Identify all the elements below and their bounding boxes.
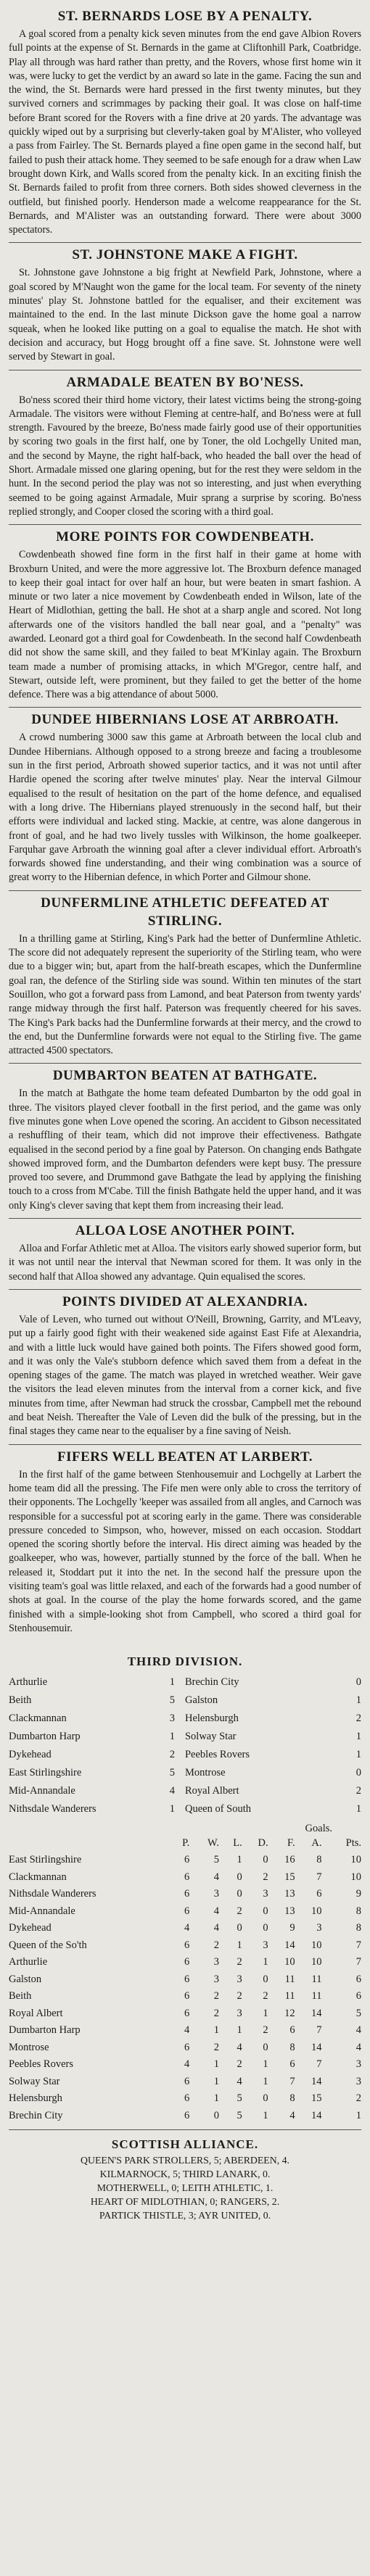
away-team: Galston <box>184 1694 218 1707</box>
league-f: 8 <box>289 2041 295 2053</box>
home-team: Dykehead <box>9 1749 52 1761</box>
goals-heading: Goals. <box>305 1823 332 1835</box>
league-d: 2 <box>263 1990 268 2003</box>
result-row <box>9 1728 361 1746</box>
league-row <box>9 1937 361 1955</box>
league-row <box>9 1988 361 2005</box>
league-l: 2 <box>237 1956 242 1968</box>
home-team: Mid-Annandale <box>9 1785 75 1797</box>
league-club: Helensburgh <box>9 2092 62 2105</box>
league-p: 6 <box>184 2041 190 2053</box>
article-headline: FIFERS WELL BEATEN AT LARBERT. <box>57 1449 313 1465</box>
article-headline: DUNFERMLINE ATHLETIC DEFEATED AT STIRLING. <box>41 895 329 929</box>
article-headline: ARMADALE BEATEN BY BO'NESS. <box>66 374 304 390</box>
league-d: 0 <box>263 2092 268 2105</box>
league-d: 0 <box>263 1854 268 1866</box>
alliance-result: QUEEN'S PARK STROLLERS, 5; ABERDEEN, 4. <box>81 2155 289 2166</box>
article-paragraph: A crowd numbering 3000 saw this game at Arbroath between the local club and Dundee Hibernians. Although opposed to a strong breeze and facing a troublesome sun in the first period, Arbroath showed superior tactics, and it was not until after Hardie opened the scoring after twelve minutes' play. Near the interval Gilmour equalised to the result of hesitation on the part of the home defence, and equalised with a long drive. The Hibernians played strenuously in the second half, but their efforts were individual and lacked sting. Mackie, at centre, was alone dangerous in front of goal, and he had two lively tussles with Wilkinson, the home goalkeeper. Farquhar gave Arbroath the winning goal after a clever individual effort. Arbroath's forwards showed fine understanding, and their wing combination was a source of great worry to the Hibernian defence, in which Porter and Gilmour shone. <box>9 732 361 884</box>
league-w: 3 <box>213 1888 219 1900</box>
league-p: 6 <box>184 1956 190 1968</box>
table-header <box>9 1835 171 1852</box>
result-row <box>9 1764 361 1782</box>
home-score: 2 <box>169 1749 175 1761</box>
home-score: 1 <box>169 1676 175 1689</box>
home-score: 5 <box>169 1767 175 1779</box>
article <box>9 7 361 237</box>
league-l: 2 <box>237 1990 242 2003</box>
league-p: 6 <box>184 1905 190 1917</box>
league-l: 4 <box>237 2041 242 2053</box>
league-pts: 8 <box>355 1905 361 1917</box>
league-w: 1 <box>213 2024 219 2037</box>
league-pts: 9 <box>355 1888 361 1900</box>
league-row <box>9 2022 361 2039</box>
league-p: 6 <box>184 1939 190 1951</box>
league-a: 6 <box>316 1888 322 1900</box>
league-d: 1 <box>263 2109 268 2121</box>
home-score: 1 <box>169 1803 175 1815</box>
league-d: 0 <box>263 1905 268 1917</box>
article <box>9 1444 361 1636</box>
league-club: Brechin City <box>9 2109 63 2121</box>
league-f: 15 <box>284 1871 295 1883</box>
league-l: 1 <box>237 1854 242 1866</box>
divider <box>9 1444 361 1445</box>
alliance-result: MOTHERWELL, 0; LEITH ATHLETIC, 1. <box>96 2182 274 2194</box>
third-division-section <box>9 1654 361 2124</box>
league-a: 15 <box>311 2092 322 2105</box>
league-f: 9 <box>289 1922 295 1934</box>
article-headline: ALLOA LOSE ANOTHER POINT. <box>75 1223 295 1239</box>
league-row <box>9 1971 361 1989</box>
third-division-title: THIRD DIVISION. <box>127 1654 243 1669</box>
league-club: Queen of the So'th <box>9 1939 87 1951</box>
results-table <box>9 1673 361 1818</box>
table-header: F. <box>287 1837 295 1850</box>
table-header: A. <box>311 1837 322 1850</box>
league-l: 2 <box>237 2058 242 2071</box>
result-row <box>9 1710 361 1728</box>
league-d: 0 <box>263 2041 268 2053</box>
divider <box>9 2129 361 2130</box>
article-paragraph: Vale of Leven, who turned out without O'Neill, Browning, Garrity, and M'Leavy, put up a fairly good fight with their weakened side against East Fife at Alexandria, and with a little luck would have gained both points. The Fifers showed good form, and it was only the Vale's stubborn defence which saved them from a defeat in the opening stages of the game. The match was played in wretched weather. Weir gave the visitors the lead eleven minutes from the interval from a corner kick, and five minutes from time, after Newman had struck the crossbar, Campbell met the rebound and beat Neish. Thereafter the Vale of Leven did the bulk of the pressing, but in the final stages they came near to the equaliser by a fine saving of Neish. <box>9 1313 361 1438</box>
home-score: 1 <box>169 1731 175 1743</box>
league-f: 10 <box>284 1956 295 1968</box>
alliance-result: KILMARNOCK, 5; THIRD LANARK, 0. <box>99 2169 271 2180</box>
league-f: 12 <box>284 2007 295 2019</box>
league-f: 11 <box>284 1973 295 1985</box>
away-team: Solway Star <box>184 1731 237 1743</box>
league-row <box>9 2108 361 2125</box>
article <box>9 890 361 1059</box>
result-row <box>9 1782 361 1800</box>
home-team: Clackmannan <box>9 1712 67 1725</box>
table-header: W. <box>207 1837 219 1850</box>
article-headline: ST. JOHNSTONE MAKE A FIGHT. <box>72 247 298 263</box>
away-score: 0 <box>355 1676 361 1689</box>
league-row <box>9 2074 361 2091</box>
divider <box>9 1218 361 1219</box>
league-l: 5 <box>237 2092 242 2105</box>
away-team: Queen of South <box>184 1803 251 1815</box>
league-f: 8 <box>289 2092 295 2105</box>
divider <box>9 890 361 891</box>
league-d: 1 <box>263 1956 268 1968</box>
league-f: 16 <box>284 1854 295 1866</box>
article-paragraph: In a thrilling game at Stirling, King's Park had the better of Dunfermline Athletic. The score did not adequately represent the superiority of the Stirling team, who were due to a bigger win; but, apart from the half-breath escapes, which the Dunfermline goal ran, the defence of the Stirling side was sound. Within ten minutes of the start Souillon, who got a forward pass from Lamond, and beat Paterson from twenty yards' range midway through the first half. Paterson was frequently cheered for his saves. The King's Park backs had the Dunfermline forwards at their mercy, and the crowd to the end, but the Dunfermline forwards were not equal to the Stirling five. The game attracted 4500 spectators. <box>9 932 361 1057</box>
league-pts: 7 <box>355 1956 361 1968</box>
article-headline: MORE POINTS FOR COWDENBEATH. <box>56 529 314 545</box>
league-d: 0 <box>263 1922 268 1934</box>
league-l: 3 <box>237 1973 242 1985</box>
league-w: 1 <box>213 2075 219 2087</box>
league-a: 10 <box>311 1956 322 1968</box>
divider <box>9 1063 361 1064</box>
league-f: 7 <box>289 2075 295 2087</box>
league-f: 6 <box>289 2058 295 2071</box>
result-row <box>9 1673 361 1691</box>
league-club: Solway Star <box>9 2075 60 2087</box>
league-f: 14 <box>284 1939 295 1951</box>
article-paragraph: Cowdenbeath showed fine form in the first half in their game at home with Broxburn United, and were the more aggressive lot. The Broxburn defence managed to keep their goal intact for over half an hour, but were beaten in smart fashion. A minute or two later a nice movement by Cowdenbeath ended in Wilson, late of the Heart of Midlothian, getting the ball. He shot at a sharp angle and scored. Not long afterwards one of the visitors handled the ball near goal, and a "penalty" was awarded. Leonard got a third goal for Cowdenbeath. In the second half Cowdenbeath did not show the same skill, and they failed to beat M'Kinlay again. The Broxburn team made a number of promising attacks, in which M'Gregor, centre half, and Stewart, outside left, were prominent, but they failed to get the better of the home defence. There was a big attendance of about 5000. <box>9 549 361 701</box>
league-pts: 10 <box>350 1854 361 1866</box>
home-team: Nithsdale Wanderers <box>9 1803 96 1815</box>
league-a: 7 <box>316 2058 322 2071</box>
league-pts: 6 <box>355 1990 361 2003</box>
alliance-result: PARTICK THISTLE, 3; AYR UNITED, 0. <box>99 2210 271 2221</box>
away-score: 0 <box>355 1767 361 1779</box>
result-row <box>9 1746 361 1764</box>
table-header: Pts. <box>345 1837 361 1850</box>
article <box>9 1289 361 1439</box>
league-pts: 3 <box>355 2075 361 2087</box>
divider <box>9 524 361 525</box>
league-w: 1 <box>213 2092 219 2105</box>
league-pts: 5 <box>355 2007 361 2019</box>
article <box>9 370 361 520</box>
league-club: Mid-Annandale <box>9 1905 75 1917</box>
league-d: 1 <box>263 2075 268 2087</box>
league-pts: 1 <box>355 2109 361 2121</box>
league-l: 3 <box>237 2007 242 2019</box>
league-w: 4 <box>213 1871 219 1883</box>
league-p: 6 <box>184 1990 190 2003</box>
league-w: 3 <box>213 1973 219 1985</box>
league-pts: 7 <box>355 1939 361 1951</box>
league-p: 6 <box>184 2109 190 2121</box>
home-score: 3 <box>169 1712 175 1725</box>
league-club: Beith <box>9 1990 32 2003</box>
league-row <box>9 1920 361 1937</box>
result-row <box>9 1800 361 1818</box>
away-team: Royal Albert <box>184 1785 239 1797</box>
divider <box>9 1289 361 1290</box>
article <box>9 1218 361 1284</box>
league-l: 1 <box>237 1939 242 1951</box>
league-club: Clackmannan <box>9 1871 67 1883</box>
league-p: 4 <box>184 2058 190 2071</box>
league-w: 2 <box>213 2007 219 2019</box>
article-paragraph: St. Johnstone gave Johnstone a big fright at Newfield Park, Johnstone, where a goal scored by M'Naught won the game for the local team. For seventy of the ninety minutes' play St. Johnstone battled for the equaliser, and their excitement was maintained to the end. In the last minute Dickson gave the home goal a narrow squeak, when he looked like putting on a goal to equalise the match. He shot with decision and accuracy, but Hogg brought off a fine save. St. Johnstone were well served by Stewart in goal. <box>9 267 361 363</box>
league-row <box>9 1886 361 1903</box>
league-row <box>9 2056 361 2074</box>
league-club: Arthurlie <box>9 1956 48 1968</box>
league-pts: 8 <box>355 1922 361 1934</box>
league-l: 0 <box>237 1888 242 1900</box>
home-team: Arthurlie <box>9 1676 48 1689</box>
away-score: 1 <box>355 1749 361 1761</box>
table-header: D. <box>258 1837 268 1850</box>
league-w: 4 <box>213 1922 219 1934</box>
league-p: 6 <box>184 1871 190 1883</box>
league-w: 2 <box>213 2041 219 2053</box>
away-score: 1 <box>355 1694 361 1707</box>
article-paragraph: Bo'ness scored their third home victory, their latest victims being the strong-going Armadale. The visitors were without Fleming at centre-half, and Bo'ness were at full strength. Favoured by the breeze, Bo'ness made fairly good use of their opportunities by scoring two goals in the first half, one by Toner, the old Lochgelly United man, and the second by Mayne, the right half-back, who headed the ball over the head of Short. Armadale missed one glaring opening, but for the rest they were seldom in the hunt. In the second period the play was not so interesting, and just when everything seemed to be going against Armadale, Muir sprang a surprise by scoring. Bo'ness replied strongly, and Cooper closed the scoring with a third goal. <box>9 394 361 518</box>
league-w: 1 <box>213 2058 219 2071</box>
league-p: 6 <box>184 2092 190 2105</box>
league-l: 0 <box>237 1871 242 1883</box>
home-score: 4 <box>169 1785 175 1797</box>
league-p: 6 <box>184 1973 190 1985</box>
article-paragraph: Alloa and Forfar Athletic met at Alloa. The visitors early showed superior form, but it was not until near the interval that Newman scored for them. It was only in the second half that Alloa showed any advantage. Quin equalised the scores. <box>9 1243 361 1283</box>
league-row <box>9 2039 361 2057</box>
league-w: 2 <box>213 1990 219 2003</box>
away-score: 2 <box>355 1712 361 1725</box>
league-w: 0 <box>213 2109 219 2121</box>
league-club: East Stirlingshire <box>9 1854 82 1866</box>
league-d: 2 <box>263 1871 268 1883</box>
league-l: 0 <box>237 1922 242 1934</box>
league-row <box>9 1903 361 1921</box>
league-f: 13 <box>284 1905 295 1917</box>
league-a: 14 <box>311 2075 322 2087</box>
away-team: Helensburgh <box>184 1712 239 1725</box>
article <box>9 242 361 364</box>
league-d: 3 <box>263 1939 268 1951</box>
league-d: 2 <box>263 2024 268 2037</box>
league-l: 2 <box>237 1905 242 1917</box>
league-d: 1 <box>263 2058 268 2071</box>
league-a: 7 <box>316 2024 322 2037</box>
articles <box>9 7 361 1636</box>
league-row <box>9 1869 361 1887</box>
league-pts: 10 <box>350 1871 361 1883</box>
league-w: 2 <box>213 1939 219 1951</box>
league-f: 4 <box>289 2109 295 2121</box>
league-w: 3 <box>213 1956 219 1968</box>
league-p: 6 <box>184 2075 190 2087</box>
league-w: 4 <box>213 1905 219 1917</box>
league-club: Dykehead <box>9 1922 52 1934</box>
league-pts: 6 <box>355 1973 361 1985</box>
away-score: 1 <box>355 1731 361 1743</box>
league-l: 5 <box>237 2109 242 2121</box>
league-d: 1 <box>263 2007 268 2019</box>
table-header: L. <box>233 1837 242 1850</box>
home-team: East Stirlingshire <box>9 1767 82 1779</box>
table-header: P. <box>182 1837 190 1850</box>
article-paragraph: A goal scored from a penalty kick seven minutes from the end gave Albion Rovers full points at the expense of St. Bernards in the game at Cliftonhill Park, Coatbridge. Play all through was hard rather than pretty, and the Rovers, whose first home win it was, were lucky to get the verdict by an award so late in the game. Facing the sun and the wind, the St. Bernards were hard pressed in the first twenty minutes, but they survived corners and scrimmages by packing their goal. It was close on half-time before Brant scored for the Rovers with a fine drive at 20 yards. The advantage was quickly wiped out by a surprising but cleverly-taken goal by M'Alister, who volleyed a pass from Fairley. The St. Bernards played a fine open game in the second half, but failed to push their attack home. They seemed to be safe enough for a draw when Law brought down Kirk, and Walls scored from the penalty kick. In an exciting finish the St. Bernards failed to profit from three corners. Both sides showed cleverness in the outfield, but finished poorly. Henderson made a welcome reappearance for the St. Bernards, and M'Alister was an outstanding forward. There were about 3000 spectators. <box>9 28 361 236</box>
article <box>9 1063 361 1213</box>
away-team: Montrose <box>184 1767 226 1779</box>
league-a: 8 <box>316 1854 322 1866</box>
league-a: 14 <box>311 2109 322 2121</box>
scottish-alliance-title: SCOTTISH ALLIANCE. <box>111 2137 259 2152</box>
league-p: 4 <box>184 1922 190 1934</box>
league-a: 3 <box>316 1922 322 1934</box>
article-headline: POINTS DIVIDED AT ALEXANDRIA. <box>62 1293 308 1309</box>
league-pts: 2 <box>355 2092 361 2105</box>
league-club: Montrose <box>9 2041 49 2053</box>
alliance-result: HEART OF MIDLOTHIAN, 0; RANGERS, 2. <box>90 2196 280 2208</box>
article-paragraph: In the match at Bathgate the home team defeated Dumbarton by the odd goal in three. The visitors played clever football in the first period, and the game was only five minutes gone when Love opened the scoring. An accident to Gibson necessitated a reshuffling of their team, which did not improve their effectiveness. Bathgate equalised in the second period by a fine goal by Paterson. On changing ends Bathgate showed improved form, and the Dumbarton defenders were kept busy. The pressure proved too severe, and Drummond gave Bathgate the lead by applying the finishing touch to a cross from M'Cabe. Till the finish Bathgate held the upper hand, and it was only King's clever saving that kept them from increasing their lead. <box>9 1088 361 1212</box>
away-score: 2 <box>355 1785 361 1797</box>
league-row <box>9 2090 361 2108</box>
league-l: 4 <box>237 2075 242 2087</box>
result-row <box>9 1691 361 1710</box>
away-team: Brechin City <box>184 1676 239 1689</box>
article-headline: DUNDEE HIBERNIANS LOSE AT ARBROATH. <box>31 712 339 728</box>
league-p: 6 <box>184 2007 190 2019</box>
league-p: 6 <box>184 1888 190 1900</box>
league-a: 14 <box>311 2041 322 2053</box>
article <box>9 524 361 702</box>
league-d: 0 <box>263 1973 268 1985</box>
league-a: 10 <box>311 1905 322 1917</box>
league-row <box>9 1852 361 1869</box>
home-team: Beith <box>9 1694 32 1707</box>
league-f: 6 <box>289 2024 295 2037</box>
league-a: 11 <box>311 1990 322 2003</box>
home-score: 5 <box>169 1694 175 1707</box>
article-headline: DUMBARTON BEATEN AT BATHGATE. <box>52 1068 318 1084</box>
away-team: Peebles Rovers <box>184 1749 250 1761</box>
league-a: 10 <box>311 1939 322 1951</box>
league-pts: 4 <box>355 2024 361 2037</box>
league-club: Galston <box>9 1973 42 1985</box>
divider <box>9 242 361 243</box>
league-p: 6 <box>184 1854 190 1866</box>
league-a: 14 <box>311 2007 322 2019</box>
league-club: Dumbarton Harp <box>9 2024 81 2037</box>
league-f: 13 <box>284 1888 295 1900</box>
article <box>9 707 361 885</box>
league-f: 11 <box>284 1990 295 2003</box>
league-pts: 4 <box>355 2041 361 2053</box>
divider <box>9 707 361 708</box>
league-club: Peebles Rovers <box>9 2058 73 2071</box>
league-w: 5 <box>213 1854 219 1866</box>
league-row <box>9 1954 361 1971</box>
league-a: 7 <box>316 1871 322 1883</box>
league-d: 3 <box>263 1888 268 1900</box>
league-pts: 3 <box>355 2058 361 2071</box>
league-p: 4 <box>184 2024 190 2037</box>
league-club: Nithsdale Wanderers <box>9 1888 96 1900</box>
article-headline: ST. BERNARDS LOSE BY A PENALTY. <box>57 9 313 24</box>
scottish-alliance-section <box>9 2137 361 2222</box>
home-team: Dumbarton Harp <box>9 1731 81 1743</box>
league-table <box>9 1835 361 2124</box>
league-a: 11 <box>311 1973 322 1985</box>
scottish-alliance-results <box>9 2153 361 2222</box>
league-row <box>9 2005 361 2023</box>
away-score: 1 <box>355 1803 361 1815</box>
league-club: Royal Albert <box>9 2007 63 2019</box>
article-paragraph: In the first half of the game between Stenhousemuir and Lochgelly at Larbert the home team did all the pressing. The Fife men were only able to cross the territory of their opponents. The Lochgelly 'keeper was assailed from all angles, and Carnoch was responsible for a successful pot at scoring early in the game. There was considerable pressure conceded to Simpson, who, however, missed on each occasion. Stoddart opened the scoring shortly before the interval. His direct aiming was headed by the goalkeeper, who was, however, partially stunned by the force of the ball. When he released it, Stoddart put it into the net. In the second half the pressure upon the visiting team's goal was little relaxed, and each of the forwards had a good number of shots at goal. In the course of the play the home forwards scored, and the game finished with a simple-looking shot from Campbell, who scored a third goal for Stenhousemuir. <box>9 1468 361 1634</box>
league-l: 1 <box>237 2024 242 2037</box>
